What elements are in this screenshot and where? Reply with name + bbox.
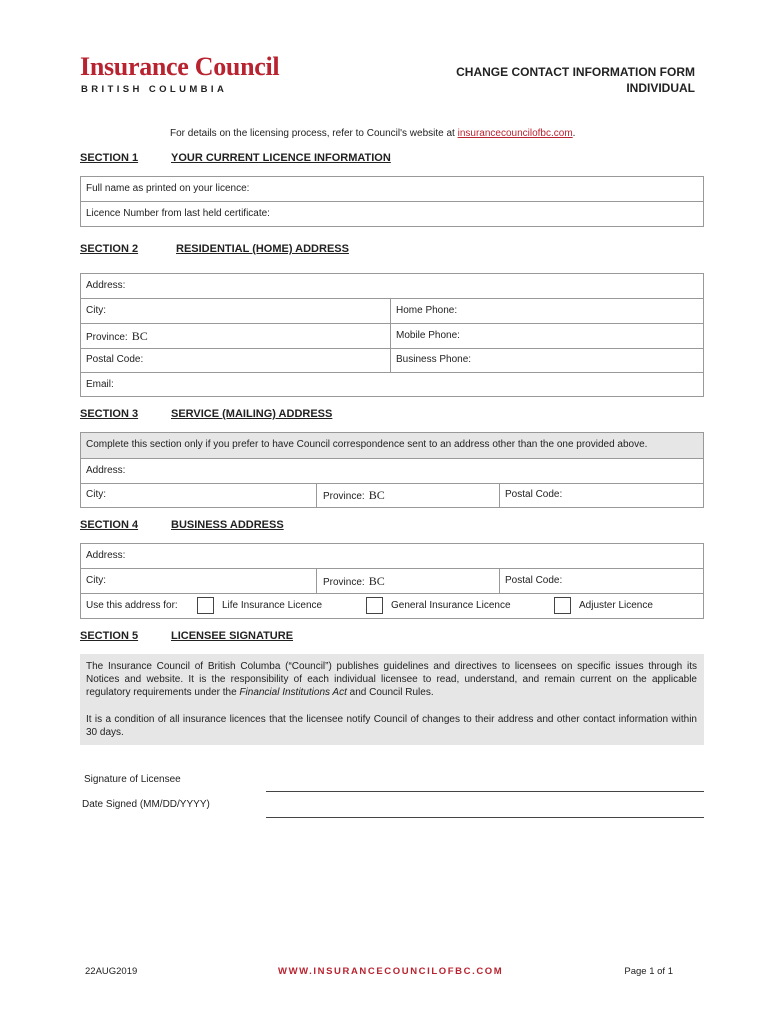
divider <box>80 201 704 202</box>
business-address-field[interactable]: Address: <box>86 550 126 561</box>
divider <box>316 483 317 508</box>
business-province-field[interactable] <box>323 574 385 589</box>
intro-text <box>170 128 575 139</box>
divider <box>499 568 500 593</box>
notice-paragraph-2: It is a condition of all insurance licences that the licensee notify Council of changes to their address and other contact information within 30 days. <box>86 714 697 738</box>
divider <box>80 323 704 324</box>
home-address-field[interactable]: Address: <box>86 280 126 291</box>
section3-number: SECTION 3 <box>80 408 139 420</box>
life-insurance-checkbox[interactable] <box>197 597 214 614</box>
logo-subtitle: BRITISH COLUMBIA <box>81 84 228 95</box>
mobile-phone-field[interactable]: Mobile Phone: <box>396 330 460 341</box>
province-value: BC <box>368 488 385 502</box>
section3-note: Complete this section only if you prefer to have Council correspondence sent to an address other than the one provided above. <box>86 439 648 450</box>
form-title-line1: CHANGE CONTACT INFORMATION FORM <box>456 65 695 79</box>
divider <box>80 298 704 299</box>
full-name-field[interactable]: Full name as printed on your licence: <box>86 183 250 194</box>
section1-title: YOUR CURRENT LICENCE INFORMATION <box>171 152 391 164</box>
section4-number: SECTION 4 <box>80 519 139 531</box>
signature-label: Signature of Licensee <box>84 774 181 785</box>
mailing-city-field[interactable]: City: <box>86 489 106 500</box>
divider <box>80 372 704 373</box>
section2-number: SECTION 2 <box>80 243 139 255</box>
home-phone-field[interactable]: Home Phone: <box>396 305 458 316</box>
logo-title: Insurance Council <box>80 52 280 81</box>
notice-paragraph-1-b: and Council Rules. <box>346 687 434 698</box>
notice-paragraph-1 <box>86 660 697 699</box>
adjuster-checkbox[interactable] <box>554 597 571 614</box>
section2-title: RESIDENTIAL (HOME) ADDRESS <box>176 243 349 255</box>
divider <box>80 483 704 484</box>
intro-sentence: For details on the licensing process, refer to Council's website at <box>170 128 458 139</box>
mailing-province-field[interactable] <box>323 488 385 503</box>
mailing-address-field[interactable]: Address: <box>86 465 126 476</box>
adjuster-label: Adjuster Licence <box>579 600 653 611</box>
province-value: BC <box>368 574 385 588</box>
divider <box>499 483 500 508</box>
footer-website[interactable]: WWW.INSURANCECOUNCILOFBC.COM <box>278 966 504 977</box>
divider <box>80 458 704 459</box>
date-signed-label: Date Signed (MM/DD/YYYY) <box>82 799 210 810</box>
divider <box>80 593 704 594</box>
section3-title: SERVICE (MAILING) ADDRESS <box>171 408 333 420</box>
footer-page-number: Page 1 of 1 <box>624 966 673 977</box>
section5-title: LICENSEE SIGNATURE <box>171 630 294 642</box>
signature-line[interactable] <box>266 791 704 792</box>
section5-number: SECTION 5 <box>80 630 139 642</box>
divider <box>80 568 704 569</box>
licence-number-field[interactable]: Licence Number from last held certificate: <box>86 208 270 219</box>
province-value: BC <box>131 329 148 343</box>
home-city-field[interactable]: City: <box>86 305 106 316</box>
home-province-field[interactable] <box>86 329 148 344</box>
financial-institutions-act: Financial Institutions Act <box>239 687 347 698</box>
website-link[interactable]: insurancecouncilofbc.com <box>457 128 573 139</box>
section2-table <box>80 273 704 397</box>
divider <box>390 298 391 372</box>
home-postal-code-field[interactable]: Postal Code: <box>86 354 144 365</box>
mailing-postal-code-field[interactable]: Postal Code: <box>505 489 563 500</box>
form-title-line2: INDIVIDUAL <box>626 81 695 95</box>
general-insurance-checkbox[interactable] <box>366 597 383 614</box>
form-title <box>456 64 695 96</box>
footer-date: 22AUG2019 <box>85 966 138 977</box>
email-field[interactable]: Email: <box>86 379 114 390</box>
general-insurance-label: General Insurance Licence <box>391 600 511 611</box>
life-insurance-label: Life Insurance Licence <box>222 600 323 611</box>
province-label: Province: <box>323 491 365 502</box>
province-label: Province: <box>323 577 365 588</box>
divider <box>80 348 704 349</box>
section4-title: BUSINESS ADDRESS <box>171 519 284 531</box>
date-signed-line[interactable] <box>266 817 704 818</box>
business-city-field[interactable]: City: <box>86 575 106 586</box>
use-address-for-label: Use this address for: <box>86 600 178 611</box>
notice-paragraph-1-a: The Insurance Council of British Columba (“Council”) publishes guidelines and directives to licensees on specific issues through its Notices and website. It is the responsibility of each individual licensee to read, understand, and remain current on the applicable regulatory requirements under the <box>86 661 697 698</box>
province-label: Province: <box>86 332 128 343</box>
divider <box>316 568 317 593</box>
intro-end: . <box>572 128 576 139</box>
business-phone-field[interactable]: Business Phone: <box>396 354 472 365</box>
business-postal-code-field[interactable]: Postal Code: <box>505 575 563 586</box>
section1-number: SECTION 1 <box>80 152 139 164</box>
